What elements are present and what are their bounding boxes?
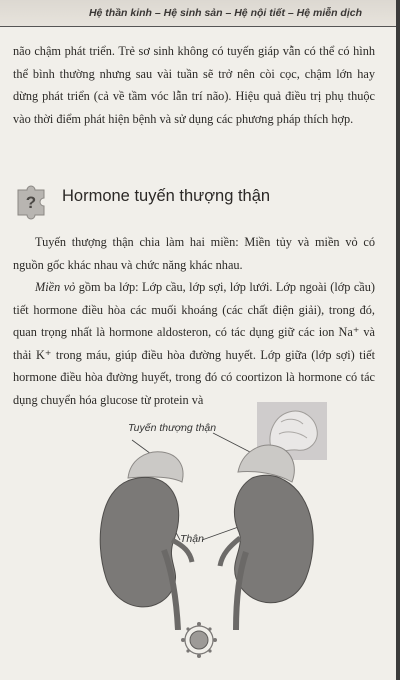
header-rule bbox=[0, 26, 400, 27]
kidney-figure bbox=[70, 400, 350, 630]
label-adrenal-gland: Tuyến thượng thận bbox=[128, 422, 217, 434]
page-edge-bar bbox=[396, 0, 400, 680]
running-head: Hệ thần kinh – Hệ sinh sản – Hệ nội tiết – Hệ miễn dịch bbox=[88, 7, 362, 19]
cortex-text: gồm ba lớp: Lớp cầu, lớp sợi, lớp lưới. Lớp ngoài (lớp cầu) tiết hormone điều hòa các muối khoáng (các chất điện giải), trong đó, quan trọng nhất là hormone aldosteron, có tác dụng giữ các ion Na⁺ và thải K⁺ trong máu, giúp điều hòa đường huyết. Lớp giữa (lớp sợi) tiết hormone điều hòa đường huyết, trong đó có coortizon là hormone có tác dụng chuyển hóa glucose từ protein và bbox=[13, 280, 375, 407]
cortex-term: Miền vỏ bbox=[35, 280, 76, 294]
puzzle-question-icon bbox=[14, 180, 54, 220]
svg-text:?: ? bbox=[25, 193, 37, 212]
kidney-illustration bbox=[70, 400, 350, 630]
paragraph-cortex bbox=[13, 276, 375, 411]
paragraph-adrenal-zones: Tuyến thượng thận chia làm hai miền: Miền tủy và miền vỏ có nguồn gốc khác nhau và chức năng khác nhau. bbox=[13, 235, 375, 272]
intro-paragraph: não chậm phát triển. Trẻ sơ sinh không có tuyến giáp vẫn có thể có hình thể bình thường nhưng sau vài tuần sẽ trở nên còi cọc, chậm lớn hay dừng phát triển (cả về tầm vóc lẫn trí não). Hiệu quả điều trị phụ thuộc vào thời điểm phát hiện bệnh và sử dụng các phương pháp thích hợp. bbox=[13, 44, 375, 126]
section-title: Hormone tuyến thượng thận bbox=[62, 187, 271, 205]
page-ornament-icon bbox=[180, 621, 218, 659]
label-kidney: Thận bbox=[180, 533, 204, 545]
